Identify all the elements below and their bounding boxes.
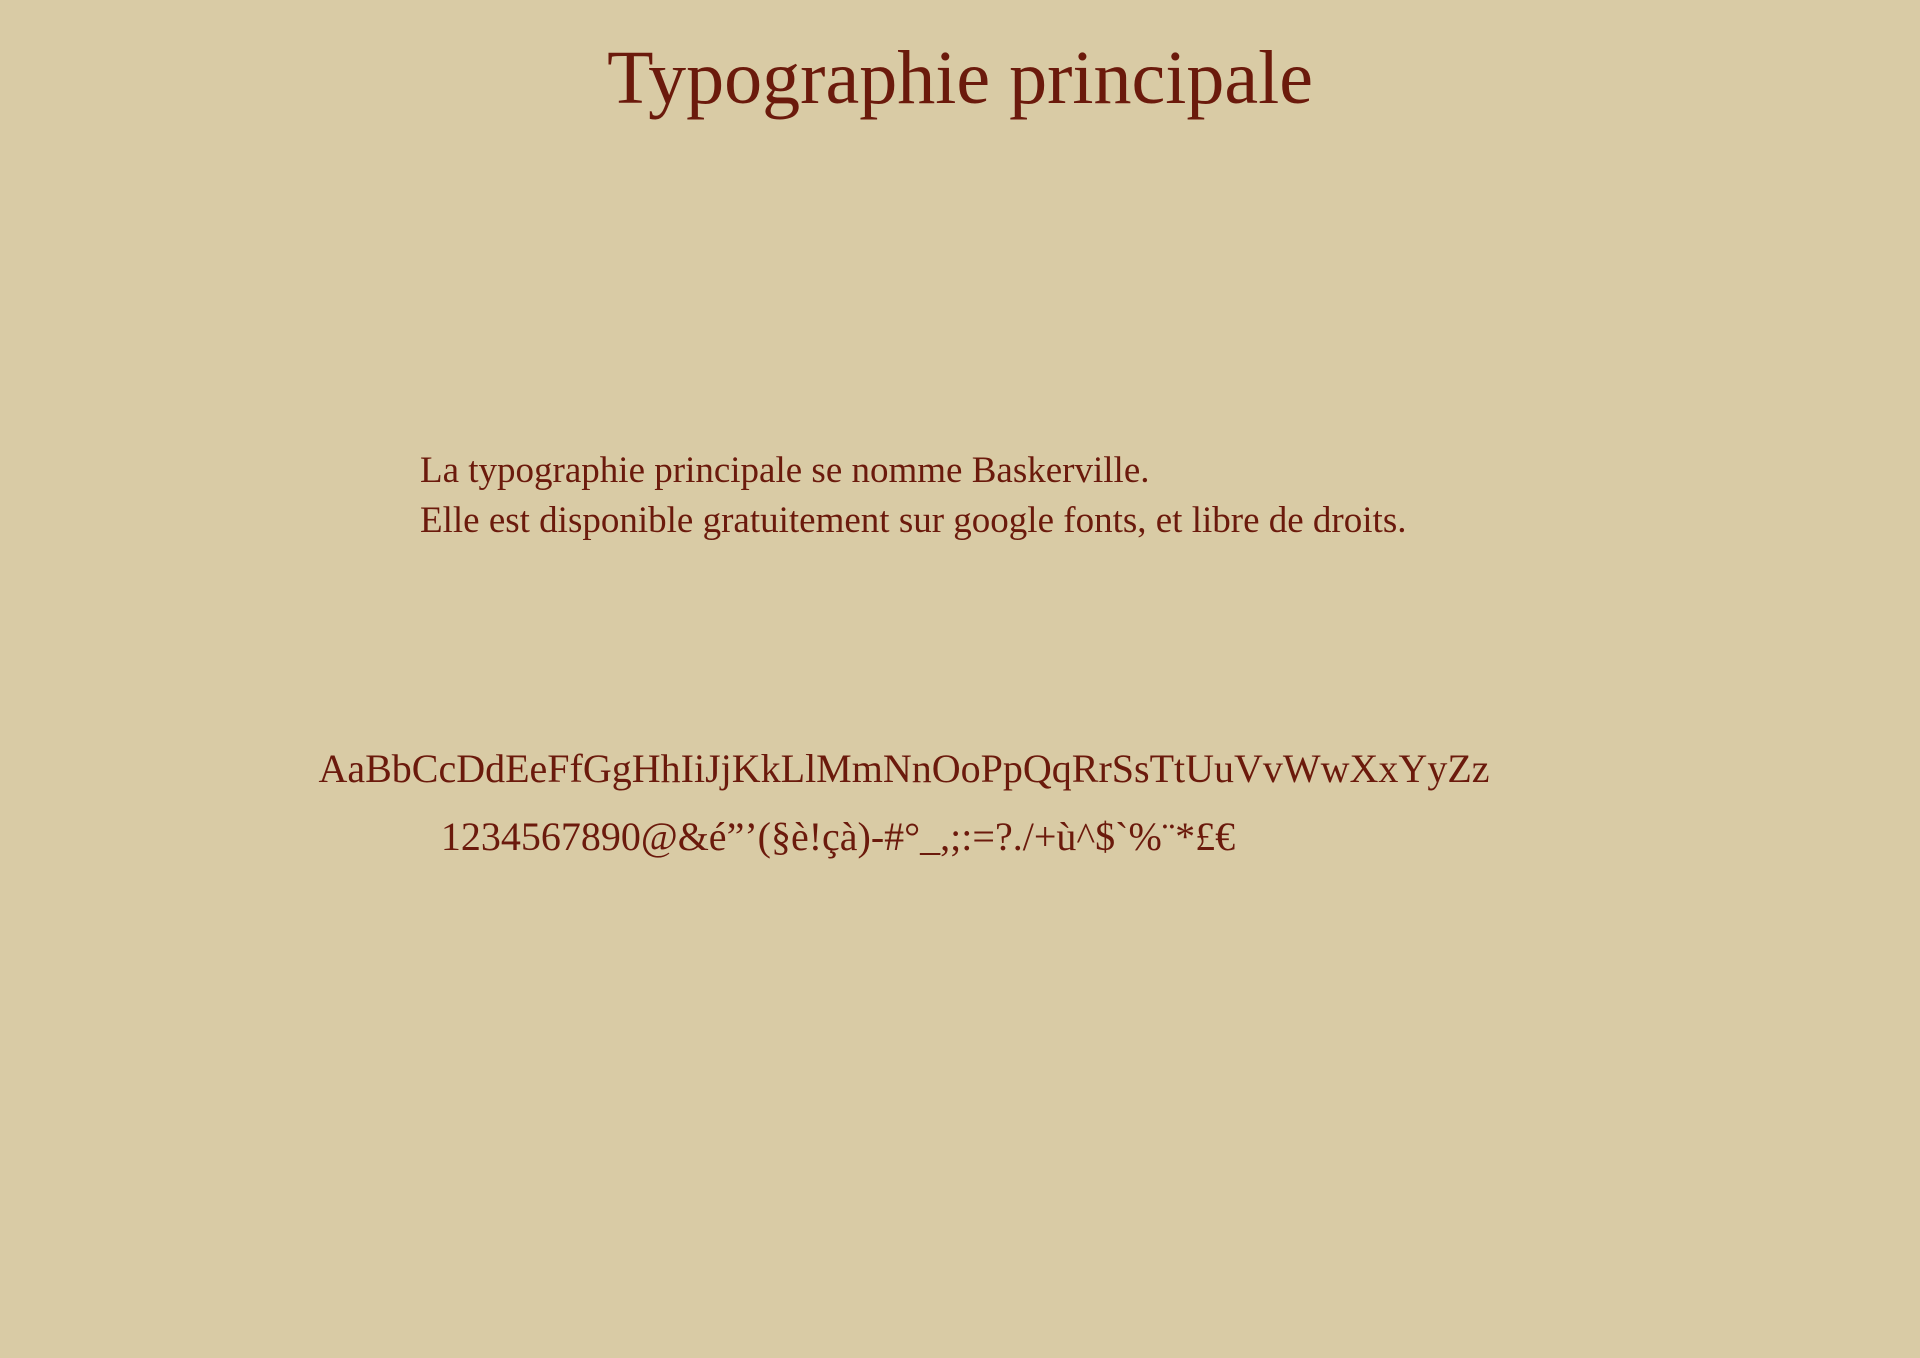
intro-line-font-name: La typographie principale se nomme Baskerville. (420, 450, 1150, 491)
alphabet-specimen: AaBbCcDdEeFfGgHhIiJjKkLlMmNnOoPpQqRrSsTtUuVvWwXxYyZz (318, 746, 1490, 791)
intro-paragraph (420, 446, 1620, 546)
symbols-specimen: 1234567890@&é”’(§è!çà)-#°_,;:=?./+ù^$`%¨*£€ (440, 814, 1236, 859)
intro-line-availability: Elle est disponible gratuitement sur google fonts, et libre de droits. (420, 500, 1407, 541)
page-title: Typographie principale (607, 36, 1313, 120)
